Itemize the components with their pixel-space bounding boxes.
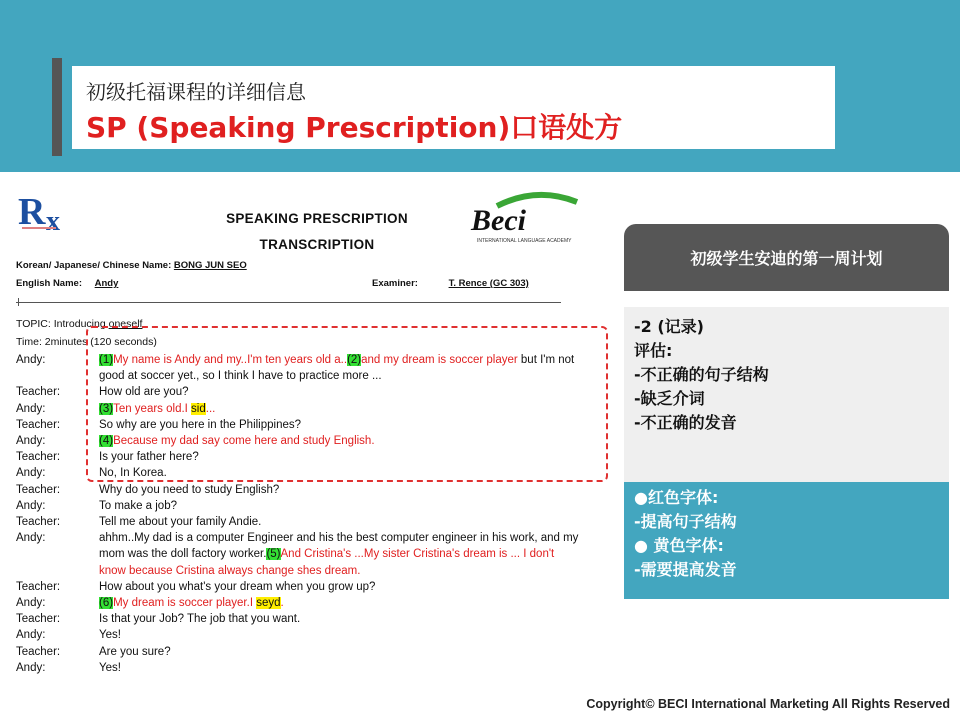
speaker-label: Andy: [16, 661, 46, 674]
english-name-label: English Name: [16, 278, 82, 289]
page-subtitle: 初级托福课程的详细信息 [86, 80, 306, 104]
structure-error: Because my dad say come here and study English. [113, 435, 375, 447]
english-name-field [16, 278, 118, 289]
utterance-segment: So why are you here in the Philippines? [99, 418, 302, 431]
evaluation-line: -2 (记录) [634, 317, 704, 336]
title-box [72, 66, 835, 149]
error-number-marker: (4) [99, 435, 114, 447]
utterance-text [99, 660, 604, 676]
svg-text:INTERNATIONAL LANGUAGE ACADEMY: INTERNATIONAL LANGUAGE ACADEMY [477, 238, 572, 244]
speaker-label: Teacher: [16, 483, 61, 496]
svg-text:Beci: Beci [471, 204, 526, 237]
copyright-footer: Copyright© BECI International Marketing All Rights Reserved [586, 697, 950, 711]
legend-line: -需要提高发音 [634, 560, 737, 579]
page-title: SP (Speaking Prescription)口语处方 [86, 111, 623, 144]
examiner-field [372, 278, 529, 289]
separator-tick [18, 298, 19, 306]
utterance-segment: No, In Korea. [99, 467, 167, 480]
utterance-text [99, 514, 604, 530]
legend-line: -提高句子结构 [634, 512, 737, 531]
speaker-label: Andy: [16, 467, 46, 480]
utterance-text [99, 530, 604, 546]
utterance-text [99, 627, 604, 643]
legend-line: ● 黄色字体: [634, 536, 724, 555]
utterance-segment: Yes! [99, 629, 121, 642]
examiner-value: T. Rence (GC 303) [448, 278, 529, 289]
error-number-marker: (3) [99, 402, 114, 415]
evaluation-line: 评估: [634, 341, 673, 360]
utterance-text [99, 611, 604, 627]
document-heading-line2: TRANSCRIPTION [259, 237, 375, 252]
beci-logo [467, 188, 587, 248]
utterance-segment: ahhm..My dad is a computer Engineer and his the best computer engineer in his work, and my [99, 532, 579, 545]
utterance-segment: Are you sure? [99, 645, 171, 658]
structure-error: And Cristina's ...My sister Cristina's dream is ... I don't [280, 548, 555, 561]
speaker-label: Teacher: [16, 516, 61, 528]
speaker-label: Andy: [16, 435, 46, 447]
name-label: Korean/ Japanese/ Chinese Name: [16, 260, 172, 271]
separator-line [16, 302, 561, 303]
pronunciation-error: sid [191, 402, 206, 415]
document-heading [192, 206, 442, 258]
speaker-label: Andy: [16, 354, 46, 366]
utterance-segment: Why do you need to study English? [99, 483, 280, 496]
evaluation-line: -不正确的发音 [634, 413, 737, 432]
utterance-segment: mom was the doll factory worker. [99, 548, 267, 561]
speaker-label: Andy: [16, 532, 46, 545]
utterance-segment: Tell me about your family Andie. [99, 516, 262, 528]
error-number-marker: (2) [347, 354, 362, 366]
utterance-segment: Is that your Job? The job that you want. [99, 613, 301, 626]
topic-label: TOPIC: Introducing [16, 318, 106, 330]
speaker-label: Teacher: [16, 645, 61, 658]
utterance-text [99, 498, 604, 514]
structure-error: My dream is soccer player.I [113, 597, 257, 609]
structure-error: Ten years old.I [113, 402, 192, 415]
speaker-label: Andy: [16, 597, 46, 609]
plan-heading: 初级学生安迪的第一周计划 [624, 224, 949, 291]
title-accent-bar [52, 58, 62, 156]
utterance-segment: good at soccer yet., so I think I have to practice more ... [99, 370, 382, 383]
topic-value: oneself [108, 318, 143, 330]
examiner-label: Examiner: [372, 278, 418, 289]
svg-text:R: R [18, 191, 46, 233]
structure-error: ... [205, 402, 216, 415]
utterance-segment: How old are you? [99, 386, 189, 399]
utterance-segment: Is your father here? [99, 451, 199, 464]
structure-error: My name is Andy and my..I'm ten years old a.. [113, 354, 348, 366]
speaker-label: Andy: [16, 629, 46, 642]
speaker-label: Teacher: [16, 418, 61, 431]
error-number-marker: (5) [266, 548, 281, 561]
utterance-text [99, 595, 604, 611]
utterance-text [99, 482, 604, 498]
structure-error: and my dream is soccer player [361, 354, 518, 366]
legend-line: ●红色字体: [634, 488, 719, 507]
utterance-text [99, 644, 604, 660]
speaker-label: Teacher: [16, 613, 61, 626]
error-number-marker: (6) [99, 597, 114, 609]
legend-box [624, 482, 949, 599]
pronunciation-error: seyd [256, 597, 281, 609]
utterance-text [99, 563, 604, 579]
english-name-value: Andy [94, 278, 119, 289]
name-value: BONG JUN SEO [173, 260, 247, 271]
utterance-text [99, 546, 604, 562]
highlight-dashed-box [86, 326, 608, 482]
evaluation-line: -不正确的句子结构 [634, 365, 769, 384]
speaker-label: Andy: [16, 499, 46, 512]
utterance-segment: To make a job? [99, 499, 177, 512]
structure-error: . [280, 597, 284, 609]
svg-text:x: x [46, 206, 60, 234]
rx-logo [16, 190, 86, 234]
speaker-label: Andy: [16, 402, 46, 415]
document-heading-line1: SPEAKING PRESCRIPTION [226, 211, 408, 226]
utterance-segment: Yes! [99, 661, 121, 674]
error-number-marker: (1) [99, 354, 114, 366]
speaker-label: Teacher: [16, 580, 61, 593]
structure-error: know because Cristina always change shes dream. [99, 564, 361, 577]
utterance-segment: but I'm not [517, 354, 575, 366]
utterance-text [99, 579, 604, 595]
utterance-segment: How about you what's your dream when you grow up? [99, 580, 376, 593]
time-line: Time: 2minutes (120 seconds) [16, 336, 157, 348]
speaker-label: Teacher: [16, 386, 61, 399]
korean-name-field [16, 260, 247, 271]
evaluation-box [624, 307, 949, 482]
speaker-label: Teacher: [16, 451, 61, 464]
evaluation-line: -缺乏介词 [634, 389, 705, 408]
